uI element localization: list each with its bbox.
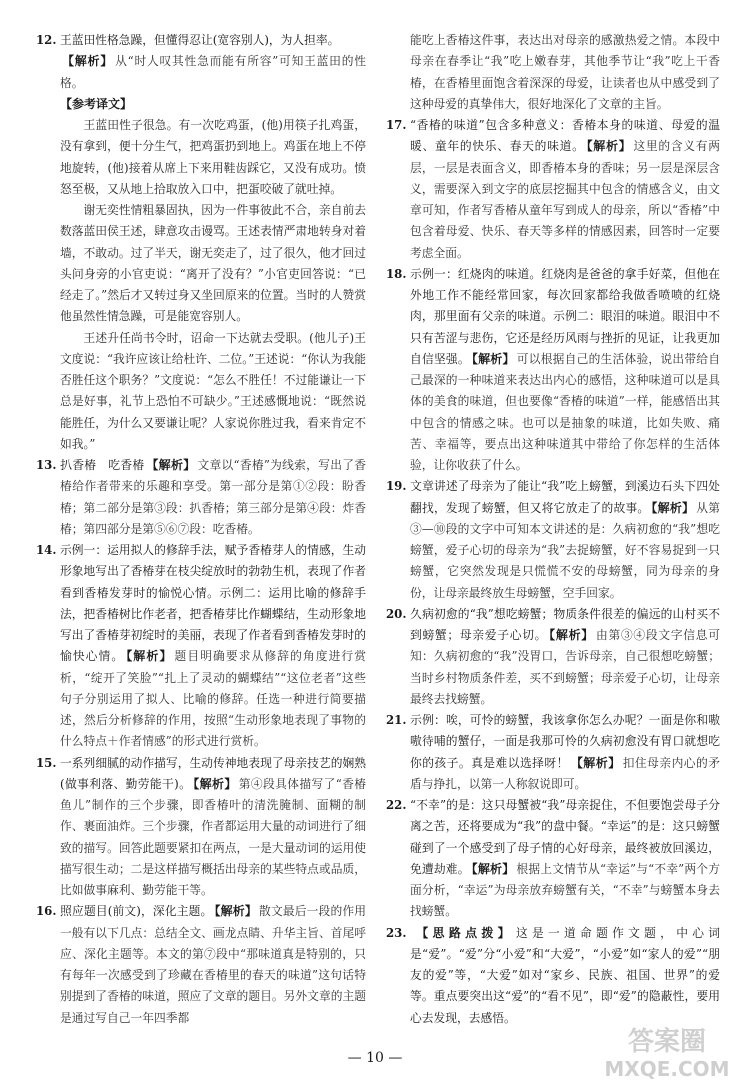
answer-text: 王蓝田性格急躁，但懂得忍让(宽容别人)，为人担率。: [60, 33, 340, 47]
analysis-text: 这里的含义有两层，一层是表面含义，即香椿本身的香味；另一层是深层含义，需要深入到文字的底层挖掘其中包含的情感含义，由文章可知，作者写香椿从童年写到成人的母亲，所以“香椿”中包含着母爱、快乐、春天等多样的情感因素，回答时一定要考虑全面。: [410, 139, 720, 260]
answer-text: 文章讲述了母亲为了能让“我”吃上螃蟹，到溪边石头下四处翻找，发现了螃蟹，但又将它放走了的故事。: [410, 479, 720, 515]
question-15: [36, 753, 366, 902]
question-number: 22.: [386, 798, 407, 812]
question-number: 21.: [386, 713, 407, 727]
analysis-12: [36, 51, 366, 94]
analysis-tag: 【解析】: [586, 139, 632, 154]
analysis-tag: 【思路点拨】: [412, 925, 514, 940]
analysis-tag: 【解析】: [126, 649, 173, 664]
answer-text: 一系列细腻的动作描写，生动传神地表现了母亲技艺的娴熟(做事利落、勤劳能干)。: [60, 755, 366, 791]
question-13: [36, 455, 366, 540]
analysis-text: 可以根据自己的生活体验，说出带给自己最深的一种味道来表达出内心的感悟，这种味道可以是具体的美食的味道，但也要像“香椿的味道”一样，能感悟出其中包含的情感之味。也可以是抽象的味道，比如失败、痛苦、幸福等，要点出这种味道其中带给了你怎样的生活体验，让你收获了什么。: [410, 351, 721, 472]
answer-text: 照应题目(前文)，深化主题。: [60, 904, 213, 919]
answer-text: 示例一：红烧肉的味道。红烧肉是爸爸的拿手好菜，但他在外地工作不能经常回家，每次回家都给我做香喷喷的红烧肉，那里面有父亲的味道。示例二：眼泪的味道。眼泪中不只有苦涩与悲伤，它还是经历风雨与挫折的见证，让我更加自信坚强。: [410, 266, 720, 366]
answer-text: “香椿的味道”包含多种意义：香椿本身的味道、母爱的温暖、童年的快乐、春天的味道。: [410, 118, 720, 154]
watermark-line1: 答案圈: [627, 1027, 707, 1057]
question-number: 18.: [386, 266, 407, 281]
analysis-tag: 【解析】: [651, 500, 695, 515]
page-number: — 10 —: [347, 1050, 403, 1066]
question-16: [36, 901, 366, 1029]
question-14: [36, 540, 366, 753]
analysis-text: 扣住母亲内心的矛盾与挣扎，以第一人称叙说即可。: [410, 755, 720, 791]
analysis-text: 第④段具体描写了“香椿鱼儿”制作的三个步骤，即香椿叶的清洗腌制、面糊的制作、裹面油炸。三个步骤，作者都运用大量的动词进行了细致的描写。回答此题要紧扣在两点，一是大量动词的运用使描写很生动；二是这样描写概括出母亲的某些特点或品质，比如做事麻利、勤劳能干等。: [60, 776, 366, 897]
question-number: 19.: [386, 479, 407, 494]
question-number: 17.: [386, 118, 407, 132]
answer-text: 示例：唉，可怜的螃蟹，我该拿你怎么办呢？一面是你和嗷嗷待哺的蟹仔，一面是我那可怜的久病初愈没有胃口就想吃你的孩子。真是难以选择呀！: [410, 713, 720, 770]
analysis-tag: 【解析】: [549, 628, 595, 642]
translation-paragraph: 王蓝田性子很急。有一次吃鸡蛋，(他)用筷子扎鸡蛋，没有拿到，便十分生气，把鸡蛋扔到地上。鸡蛋在地上不停地旋转，(他)接着从席上下来用鞋齿踩它，又没有成功。愤怒至极，又从地上拾取放入口中，把蛋咬破了就吐掉。: [60, 118, 366, 196]
question-number: 12.: [36, 33, 57, 47]
analysis-tag: 【解析】: [471, 861, 515, 876]
question-19: [386, 476, 720, 604]
question-12: [36, 30, 366, 51]
analysis-tag: 【解析】: [570, 755, 621, 770]
answer-text: 扒香椿 吃香椿: [60, 458, 145, 472]
answer-text: 久病初愈的“我”想吃螃蟹；物质条件很差的偏远的山村买不到螃蟹；母亲爱子心切。: [410, 606, 720, 642]
analysis-tag: 【解析】: [471, 351, 515, 366]
analysis-text: 根据上文情节从“幸运”与“不幸”两个方面分析，“幸运”为母亲放弃螃蟹有关，“不幸”与螃蟹本身去找螃蟹。: [410, 861, 720, 919]
reference-translation-heading: 【参考译文】: [60, 96, 133, 111]
analysis-tag: 【解析】: [214, 904, 258, 919]
translation-paragraph: 王述升任尚书令时，诏命一下达就去受职。(他儿子)王文度说：“我许应该让给杜许、二位。”王述说：“你认为我能否胜任这个职务？”文度说：“怎么不胜任！不过能谦让一下总是好事，礼节上恐怕不可缺少。”王述感慨地说：“既然说能胜任，为什么又要谦让呢？人家说你胜过我，看来肯定不如我。”: [60, 330, 366, 451]
question-number: 15.: [36, 755, 57, 770]
question-18: [386, 264, 720, 477]
analysis-text: 由第③④段文字信息可知：久病初愈的“我”没胃口，告诉母亲，自己很想吃螃蟹；当时乡村物质条件差，买不到螃蟹；母亲爱子心切，让母亲最终去找螃蟹。: [410, 628, 720, 706]
question-number: 13.: [36, 458, 57, 472]
right-column: [386, 30, 720, 1029]
analysis-tag: 【解析】: [146, 458, 196, 472]
question-number: 16.: [36, 904, 57, 919]
question-23: [386, 923, 720, 1029]
question-20: [386, 604, 720, 710]
question-22: [386, 795, 720, 923]
question-number: 20.: [386, 606, 407, 621]
question-number: 14.: [36, 543, 57, 557]
answer-text: 示例一：运用拟人的修辞手法，赋予香椿芽人的情感，生动形象地写出了香椿芽在枝尖绽放时的勃勃生机，表现了作者看到香椿发芽时的愉悦心情。示例二：运用比喻的修辞手法，把香椿树比作老者，把香椿芽比作蝴蝶结，生动形象地写出了香椿芽初绽时的美丽，表现了作者看到香椿发芽时的愉快心情。: [60, 543, 366, 664]
analysis-tag: 【解析】: [62, 54, 114, 69]
translation-paragraph: 谢无奕性情粗暴固执，因为一件事彼此不合，亲自前去数落蓝田侯王述，肆意攻击谩骂。王述表情严肃地转身对着墙，不敢动。过了半天，谢无奕走了，过了很久，他才回过头问身旁的小官吏说：“离开了没有？”小官吏回答说：“已经走了。”然后才又转过身又坐回原来的位置。当时的人赞赏他虽然性情急躁，可是能宽容别人。: [60, 203, 366, 324]
question-17: [386, 115, 720, 264]
left-column: [36, 30, 366, 1029]
analysis-text: 题目明确要求从修辞的角度进行赏析，“绽开了笑脸”“扎上了灵动的蝴蝶结”“这位老者”这些句子分别运用了拟人、比喻的修辞。任选一种进行简要描述，然后分析修辞的作用，按照“生动形象地表现了事物的什么特点＋作者情感”的形式进行赏析。: [60, 649, 367, 749]
analysis-text: 文章以“香椿”为线索，写出了香椿给作者带来的乐趣和享受。第一部分是第①②段：盼香椿；第二部分是第③段：扒香椿；第三部分是第④段：炸香椿；第四部分是第⑤⑥⑦段：吃香椿。: [60, 458, 367, 536]
question-number: 23.: [386, 925, 407, 940]
answer-text: 这是一道命题作文题，中心词是“爱”。“爱”分“小爱”和“大爱”，“小爱”如“家人的爱”“朋友的爱”等，“大爱”如对“家乡、民族、祖国、世界”的爱等。重点要突出这“爱”的“看不见”，即“爱”的隐蔽性，要用心去发现，去感悟。: [410, 925, 720, 1025]
watermark-logo: [592, 1020, 742, 1082]
analysis-text: 从第③—⑩段的文字中可知本文讲述的是：久病初愈的“我”想吃螃蟹，爱子心切的母亲为“我”去捉螃蟹，好不容易捉到一只螃蟹，它突然发现是只慌慌不安的母螃蟹，同为母亲的身份，让母亲最终放生母螃蟹，空手回家。: [410, 500, 721, 600]
analysis-text: 从“时人叹其性急而能有所容”可知王蓝田的性格。: [60, 54, 366, 90]
analysis-tag: 【解析】: [193, 776, 237, 791]
analysis-text: 散文最后一段的作用一般有以下几点：总结全文、画龙点睛、升华主旨、首尾呼应、深化主题等。本文的第⑦段中“那味道真是特别的，只有每年一次感受到了珍藏在香椿里的春天的味道”这句话特别提到了香椿的味道，照应了文章的题目。另外文章的主题是通过写自己一年四季都: [60, 904, 367, 1025]
watermark-line2: MXQE.COM: [604, 1057, 730, 1081]
question-16-continued: 能吃上香椿这件事，表达出对母亲的感激热爱之情。本段中母亲在春季让“我”吃上嫩春芽，其他季节让“我”吃上干香椿，在香椿里面饱含着深深的母爱，让读者也从中感受到了这种母爱的真挚伟大，很好地深化了文章的主旨。: [410, 33, 720, 111]
answer-text: “不幸”的是：这只母蟹被“我”母亲捉住，不但要饱尝母子分离之苦，还将要成为“我”的盘中餐。“幸运”的是：这只螃蟹碰到了一个感受到了母子情的心好母亲，最终被放回溪边，免遭劫难。: [410, 798, 720, 876]
question-21: [386, 710, 720, 795]
